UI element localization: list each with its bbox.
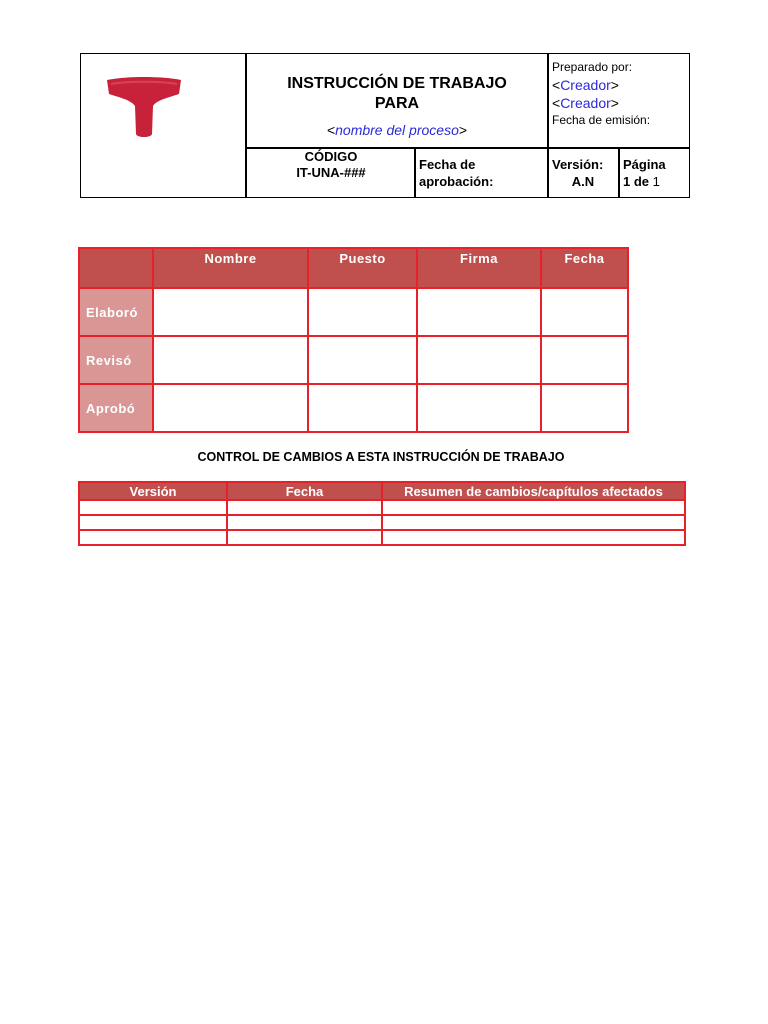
approval-signature-table xyxy=(78,247,629,433)
table-row xyxy=(79,515,685,530)
firma-cell[interactable] xyxy=(417,336,541,384)
resumen-cell[interactable] xyxy=(382,500,685,515)
nombre-cell[interactable] xyxy=(153,288,308,336)
process-name: <nombre del proceso> xyxy=(326,122,468,138)
column-header-firma: Firma xyxy=(417,248,541,288)
nombre-cell[interactable] xyxy=(153,384,308,432)
fecha-cell[interactable] xyxy=(541,336,628,384)
column-header-fecha: Fecha xyxy=(541,248,628,288)
column-header-puesto: Puesto xyxy=(308,248,417,288)
prepared-by-block xyxy=(552,59,650,129)
version-cell[interactable] xyxy=(79,500,227,515)
nombre-cell[interactable] xyxy=(153,336,308,384)
firma-cell[interactable] xyxy=(417,384,541,432)
table-row xyxy=(79,336,628,384)
document-title: INSTRUCCIÓN DE TRABAJO PARA xyxy=(287,75,507,112)
fecha-cell[interactable] xyxy=(227,515,382,530)
row-label-reviso: Revisó xyxy=(79,336,153,384)
creator-field-1: <Creador> xyxy=(552,77,619,93)
resumen-cell[interactable] xyxy=(382,515,685,530)
table-header-row xyxy=(79,248,628,288)
row-label-elaboro: Elaboró xyxy=(79,288,153,336)
version-block: Versión: A.N xyxy=(552,157,604,189)
table-row xyxy=(79,288,628,336)
puesto-cell[interactable] xyxy=(308,288,417,336)
column-header-nombre: Nombre xyxy=(153,248,308,288)
issue-date-label: Fecha de emisión: xyxy=(552,113,651,127)
document-header xyxy=(80,53,690,198)
change-control-title: CONTROL DE CAMBIOS A ESTA INSTRUCCIÓN DE TRABAJO xyxy=(197,450,565,464)
row-label-aprobo: Aprobó xyxy=(79,384,153,432)
header-corner-cell xyxy=(79,248,153,288)
change-control-table xyxy=(78,481,686,546)
company-logo xyxy=(105,76,183,138)
resumen-cell[interactable] xyxy=(382,530,685,545)
puesto-cell[interactable] xyxy=(308,384,417,432)
fecha-cell[interactable] xyxy=(541,288,628,336)
column-header-fecha: Fecha xyxy=(227,482,382,500)
creator-field-2: <Creador> xyxy=(552,95,619,111)
version-cell[interactable] xyxy=(79,530,227,545)
version-cell[interactable] xyxy=(79,515,227,530)
table-row xyxy=(79,500,685,515)
table-row xyxy=(79,384,628,432)
fecha-cell[interactable] xyxy=(227,500,382,515)
prepared-by-label: Preparado por: xyxy=(552,60,633,74)
puesto-cell[interactable] xyxy=(308,336,417,384)
fecha-cell[interactable] xyxy=(541,384,628,432)
column-header-resumen: Resumen de cambios/capítulos afectados xyxy=(382,482,685,500)
table-header-row xyxy=(79,482,685,500)
table-row xyxy=(79,530,685,545)
column-header-version: Versión xyxy=(79,482,227,500)
approval-date-label: Fecha de aprobación: xyxy=(419,157,494,189)
fecha-cell[interactable] xyxy=(227,530,382,545)
firma-cell[interactable] xyxy=(417,288,541,336)
page-number-block: Página 1 de 1 xyxy=(623,157,666,189)
document-code: CÓDIGO IT-UNA-### xyxy=(296,149,366,180)
